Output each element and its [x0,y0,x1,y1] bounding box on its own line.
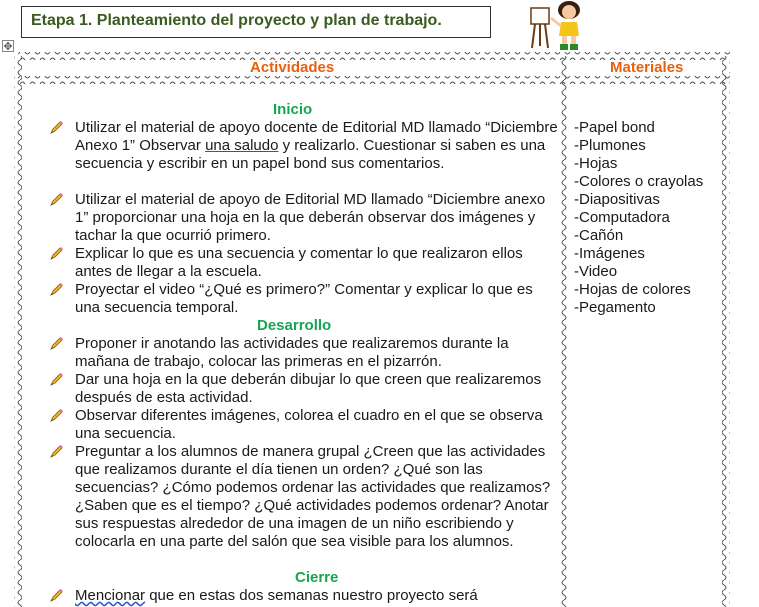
pencil-icon [48,282,64,298]
pencil-icon [48,372,64,388]
material-item: -Hojas [574,155,618,172]
table-move-handle-icon[interactable]: ✥ [3,40,13,53]
list-item: Dar una hoja en la que deberán dibujar lo que creen que realizaremos después de esta actividad. [48,371,558,407]
material-item: -Hojas de colores [574,281,691,298]
pencil-icon [48,246,64,262]
material-item: -Computadora [574,209,670,226]
pencil-icon [48,588,64,604]
list-item: Mencionar que en estas dos semanas nuestro proyecto será [48,587,558,605]
underlined-text: una saludo [205,137,279,154]
pencil-icon [48,408,64,424]
material-item: -Colores o crayolas [574,173,704,190]
material-item: -Diapositivas [574,191,660,208]
material-item: -Pegamento [574,299,656,316]
header-actividades: Actividades [250,59,335,76]
section-heading-cierre: Cierre [295,569,339,586]
material-item: -Video [574,263,618,280]
material-item: -Papel bond [574,119,655,136]
pencil-icon [48,336,64,352]
list-item: Proyectar el video “¿Qué es primero?” Comentar y explicar lo que es una secuencia temporal. [48,281,558,317]
stage-title: Etapa 1. Planteamiento del proyecto y plan de trabajo. [21,6,491,38]
pencil-icon [48,192,64,208]
list-item: Utilizar el material de apoyo docente de Editorial MD llamado “Diciembre Anexo 1” Observar una saludo y realizarlo. Cuestionar si saben es una secuencia y escribir en un papel bond sus comentarios. [48,119,558,173]
material-item: -Plumones [574,137,646,154]
pencil-icon [48,120,64,136]
material-item: -Imágenes [574,245,645,262]
list-item: Explicar lo que es una secuencia y comentar lo que realizaron ellos antes de llegar a la escuela. [48,245,558,281]
section-heading-inicio: Inicio [273,101,313,118]
list-item: Proponer ir anotando las actividades que realizaremos durante la mañana de trabajo, colocar las primeras en el pizarrón. [48,335,558,371]
list-item: Utilizar el material de apoyo de Editorial MD llamado “Diciembre anexo 1” proporcionar una hoja en la que deberán observar dos imágenes y tachar la que ocurrió primero. [48,191,558,245]
list-item: Preguntar a los alumnos de manera grupal ¿Creen que las actividades que realizamos durante el día tienen un orden? ¿Qué son las secuencias? ¿Cómo podemos ordenar las actividades que realizamos? ¿Saben que es el tiempo? ¿Qué actividades podemos ordenar? Anotar sus respuestas alrededor de una imagen de un niño escribiendo y colocarla en una parte del salón que sea visible para los alumnos. [48,443,558,551]
list-item: Observar diferentes imágenes, colorea el cuadro en el que se observa una secuencia. [48,407,558,443]
underlined-text: Mencionar [75,587,146,604]
pencil-icon [48,444,64,460]
section-heading-desarrollo: Desarrollo [257,317,332,334]
header-materiales: Materiales [610,59,684,76]
material-item: -Cañón [574,227,624,244]
